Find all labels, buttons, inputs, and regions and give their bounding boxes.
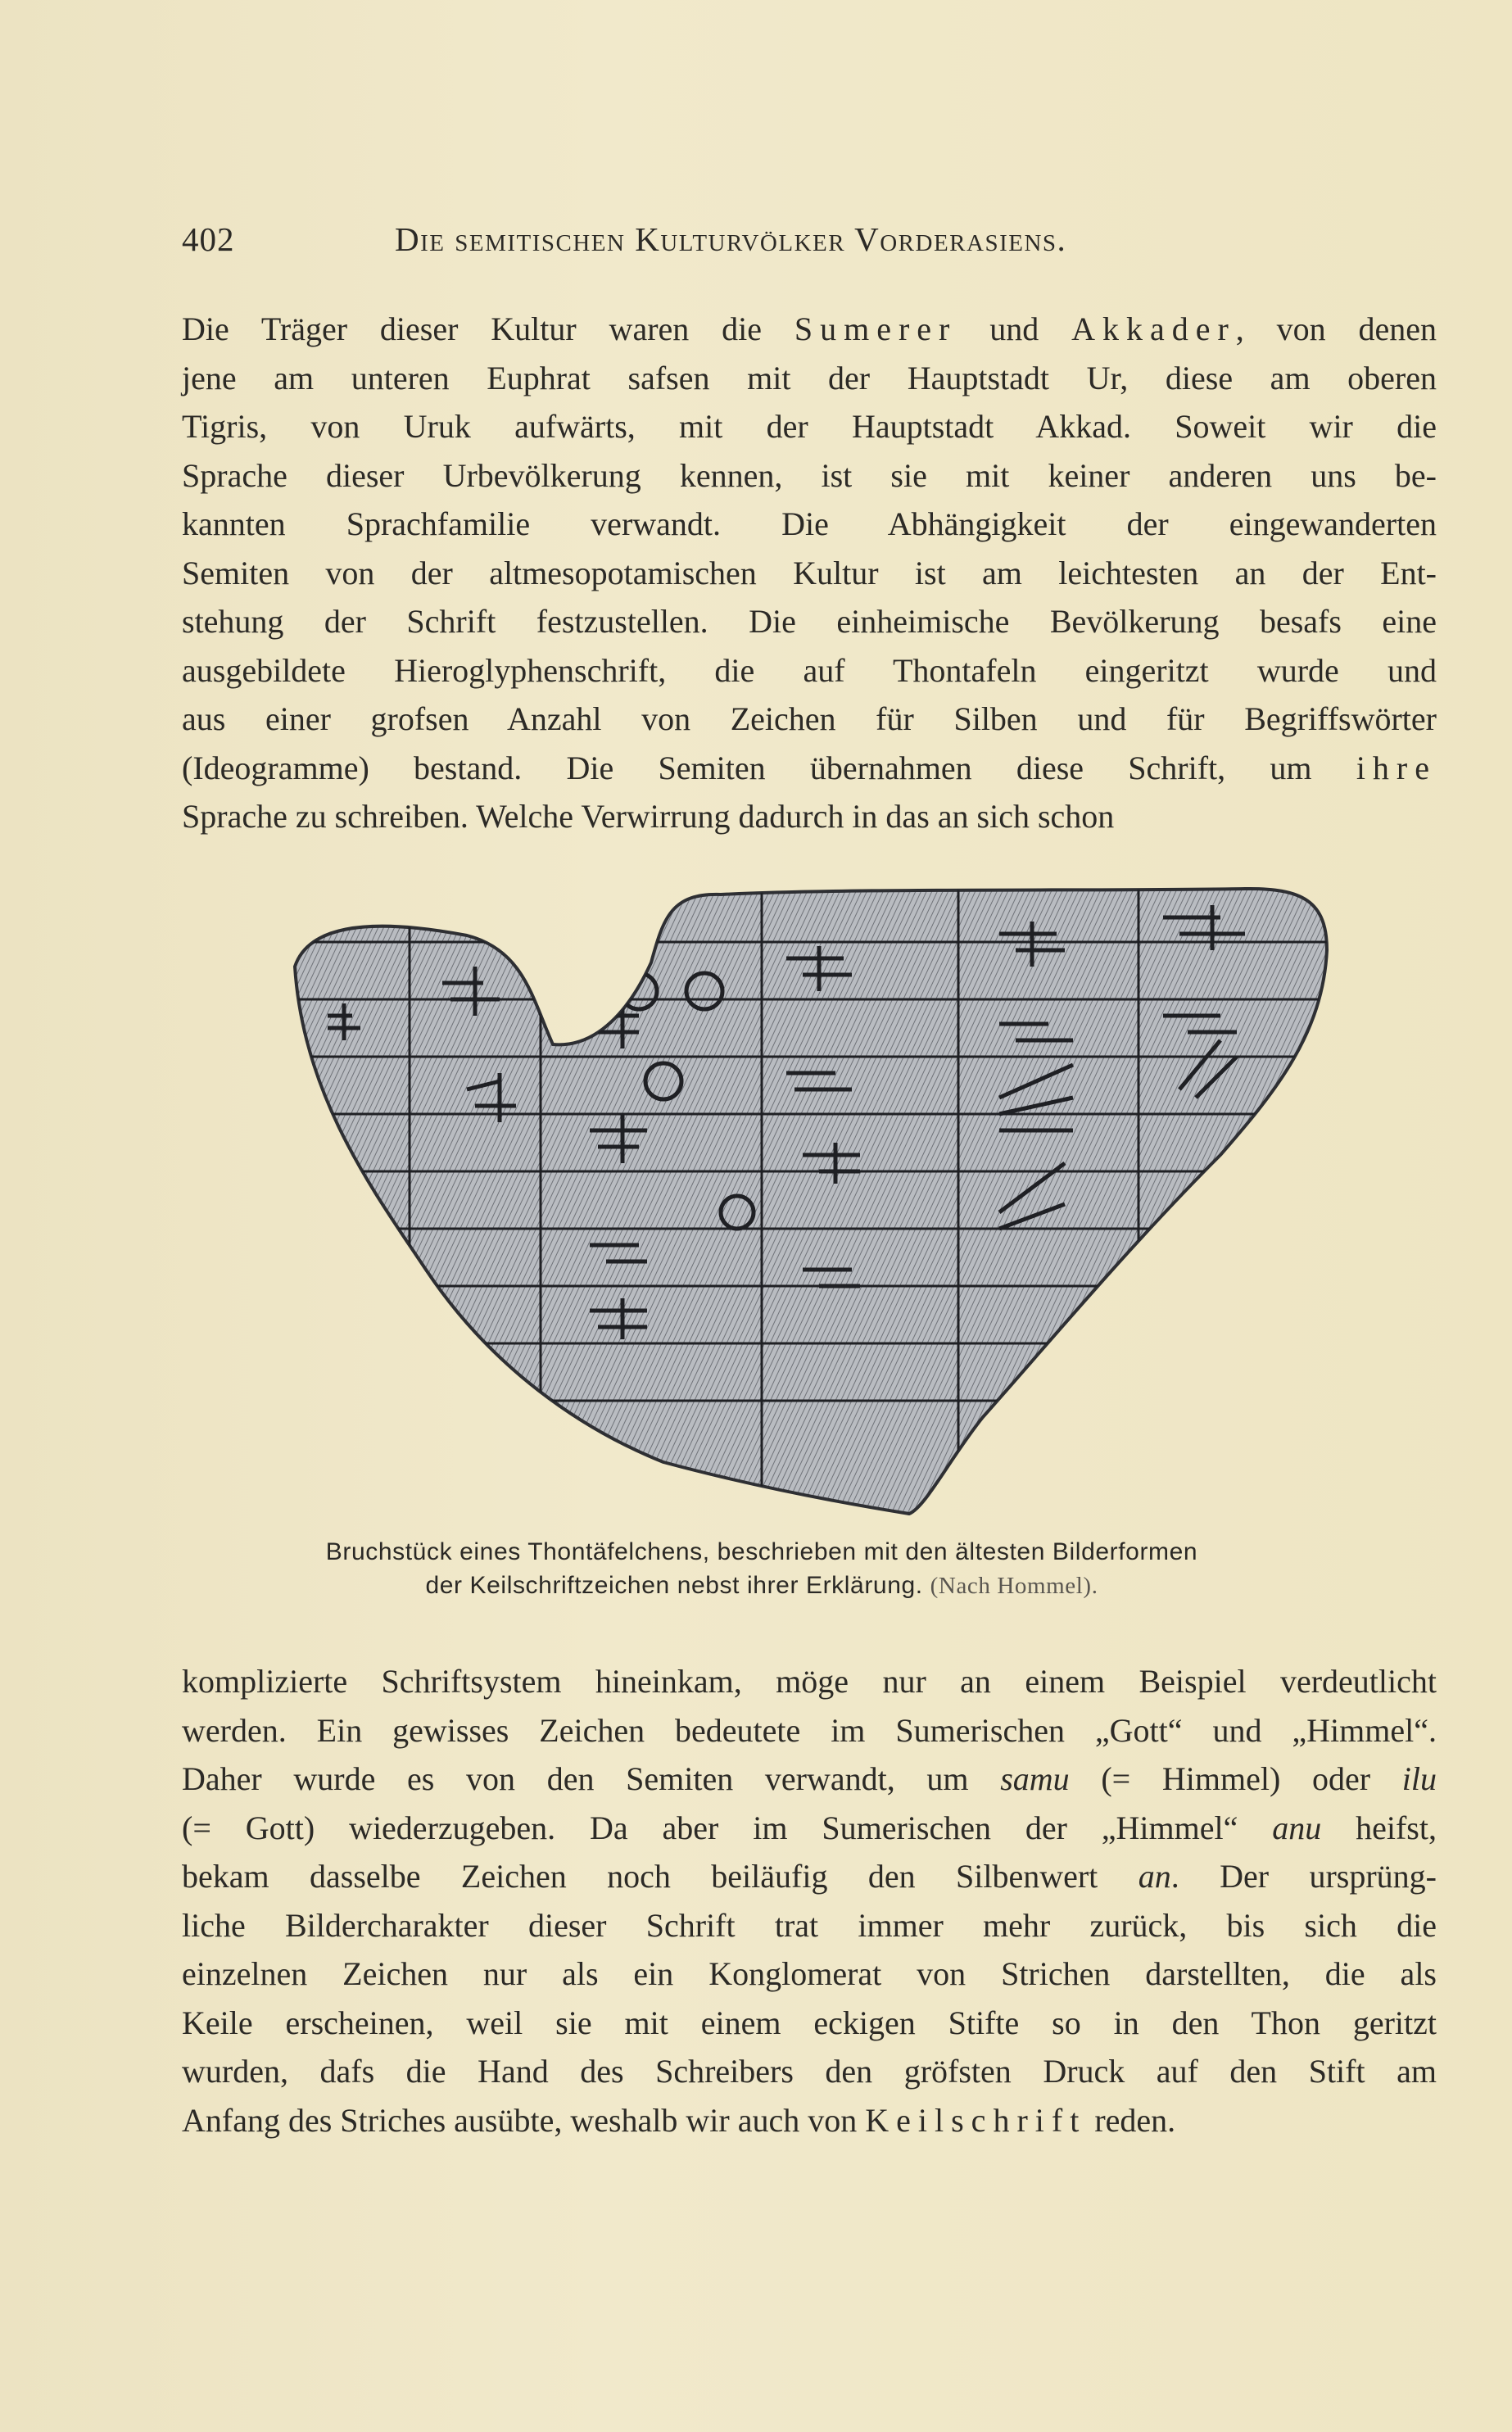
text-line: (= Gott) wiederzugeben. Da aber im Sumerischen der „Himmel“ anu heifst, — [182, 1809, 1437, 1846]
text-line: Sprache dieser Urbevölkerung kennen, ist sie mit keiner anderen uns be- — [182, 456, 1437, 494]
italic-word-samu: samu — [1000, 1760, 1070, 1797]
spaced-word-ihre: ihre — [1356, 749, 1437, 786]
text-line: komplizierte Schriftsystem hineinkam, möge nur an einem Beispiel verdeutlicht — [182, 1663, 1437, 1700]
figure-caption — [188, 1535, 1335, 1603]
italic-word-ilu: ilu — [1401, 1760, 1437, 1797]
caption-line-2: der Keilschriftzeichen nebst ihrer Erklärung. (Nach Hommel). — [425, 1572, 1098, 1599]
paragraph-2 — [182, 1657, 1437, 2144]
text-line: stehung der Schrift festzustellen. Die einheimische Bevölkerung besafs eine — [182, 603, 1437, 640]
caption-source: (Nach Hommel). — [930, 1573, 1098, 1599]
text-line: jene am unteren Euphrat safsen mit der Hauptstadt Ur, diese am oberen — [182, 359, 1437, 396]
paragraph-1 — [182, 305, 1437, 841]
text-line: kannten Sprachfamilie verwandt. Die Abhängigkeit der eingewanderten — [182, 505, 1437, 542]
text-line: Die Träger dieser Kultur waren die Sumerer und Akkader, von denen — [182, 310, 1437, 347]
spaced-word-sumerer: Sumerer — [794, 310, 957, 347]
text-line: Semiten von der altmesopotamischen Kultur ist am leichtesten an der Ent- — [182, 554, 1437, 591]
italic-word-an: an — [1138, 1858, 1171, 1895]
spaced-word-akkader: Akkader — [1071, 310, 1236, 347]
text-line: (Ideogramme) bestand. Die Semiten übernahmen diese Schrift, um ihre — [182, 749, 1437, 786]
text-line: Sprache zu schreiben. Welche Verwirrung dadurch in das an sich schon — [182, 798, 1115, 835]
text-line: Anfang des Striches ausübte, weshalb wir auch von Keilschrift reden. — [182, 2101, 1176, 2139]
caption-line-1: Bruchstück eines Thontäfelchens, beschrieben mit den ältesten Bilderformen — [325, 1538, 1198, 1565]
spaced-word-keilschrift: Keilschrift — [865, 2101, 1087, 2139]
text-line: Tigris, von Uruk aufwärts, mit der Hauptstadt Akkad. Soweit wir die — [182, 408, 1437, 445]
running-header — [182, 220, 1296, 259]
text-line: werden. Ein gewisses Zeichen bedeutete im Sumerischen „Gott“ und „Himmel“. — [182, 1711, 1437, 1749]
clay-tablet-fragment-illustration — [278, 885, 1351, 1515]
text-line: liche Bildercharakter dieser Schrift trat immer mehr zurück, bis sich die — [182, 1906, 1437, 1944]
text-line: aus einer grofsen Anzahl von Zeichen für Silben und für Begriffswörter — [182, 700, 1437, 737]
page-number: 402 — [182, 220, 235, 258]
italic-word-anu: anu — [1272, 1809, 1322, 1846]
text-line: einzelnen Zeichen nur als ein Konglomerat von Strichen darstellten, die als — [182, 1955, 1437, 1992]
text-line: bekam dasselbe Zeichen noch beiläufig den Silbenwert an. Der ursprüng- — [182, 1858, 1437, 1895]
text-line: ausgebildete Hieroglyphenschrift, die auf Thontafeln eingeritzt wurde und — [182, 651, 1437, 689]
text-line: wurden, dafs die Hand des Schreibers den gröfsten Druck auf den Stift am — [182, 2053, 1437, 2090]
text-line: Daher wurde es von den Semiten verwandt, um samu (= Himmel) oder ilu — [182, 1760, 1437, 1797]
text-line: Keile erscheinen, weil sie mit einem eckigen Stifte so in den Thon geritzt — [182, 2004, 1437, 2041]
running-title: Die semitischen Kulturvölker Vorderasiens. — [395, 220, 1067, 258]
